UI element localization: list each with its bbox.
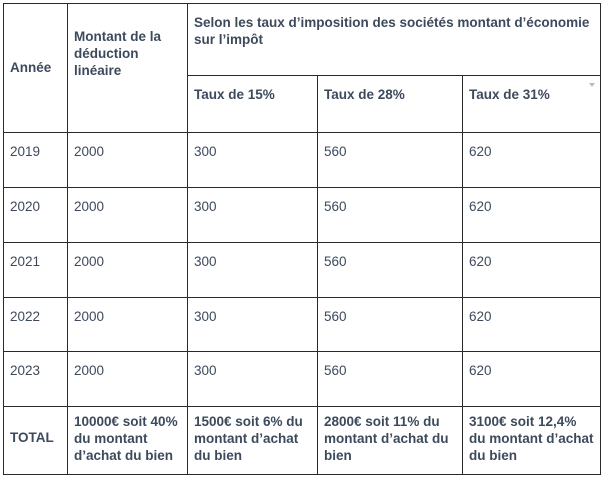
cell-rate-15: 300 [188, 297, 318, 352]
cell-amount: 2000 [68, 187, 188, 242]
total-amount: 10000€ soit 40% du montant d’achat du bien [68, 407, 188, 475]
header-row [4, 4, 601, 76]
cell-year: 2020 [4, 187, 68, 242]
cell-amount: 2000 [68, 132, 188, 187]
tax-deduction-table [3, 3, 601, 475]
table-row [4, 352, 601, 407]
cell-year: 2019 [4, 132, 68, 187]
cell-rate-31: 620 [463, 352, 601, 407]
header-rate-28: Taux de 28% [318, 75, 463, 132]
table-row [4, 132, 601, 187]
cell-rate-28: 560 [318, 132, 463, 187]
cell-rate-15: 300 [188, 187, 318, 242]
header-tax-savings-group: Selon les taux d’imposition des sociétés montant d’économie sur l’impôt [188, 4, 601, 76]
header-amount: Montant de la déduction linéaire [68, 4, 188, 133]
cell-amount: 2000 [68, 242, 188, 297]
cell-year: 2021 [4, 242, 68, 297]
cell-rate-28: 560 [318, 242, 463, 297]
cell-rate-31: 620 [463, 242, 601, 297]
total-rate-15: 1500€ soit 6% du montant d’achat du bien [188, 407, 318, 475]
header-rate-31-label: Taux de 31% [469, 86, 550, 102]
total-rate-31: 3100€ soit 12,4% du montant d’achat du bien [463, 407, 601, 475]
header-rate-31 [463, 75, 601, 132]
cell-rate-28: 560 [318, 187, 463, 242]
table-row [4, 297, 601, 352]
cell-rate-31: 620 [463, 132, 601, 187]
cell-rate-31: 620 [463, 187, 601, 242]
cell-amount: 2000 [68, 297, 188, 352]
total-row [4, 407, 601, 475]
cell-rate-15: 300 [188, 132, 318, 187]
header-year: Année [4, 4, 68, 133]
cell-rate-15: 300 [188, 352, 318, 407]
cell-rate-31: 620 [463, 297, 601, 352]
cell-rate-28: 560 [318, 352, 463, 407]
cell-rate-15: 300 [188, 242, 318, 297]
cell-amount: 2000 [68, 352, 188, 407]
cell-rate-28: 560 [318, 297, 463, 352]
total-label: TOTAL [4, 407, 68, 475]
chevron-down-icon[interactable] [589, 83, 595, 87]
cell-year: 2023 [4, 352, 68, 407]
header-rate-15: Taux de 15% [188, 75, 318, 132]
table-row [4, 187, 601, 242]
total-rate-28: 2800€ soit 11% du montant d’achat du bien [318, 407, 463, 475]
table-row [4, 242, 601, 297]
cell-year: 2022 [4, 297, 68, 352]
